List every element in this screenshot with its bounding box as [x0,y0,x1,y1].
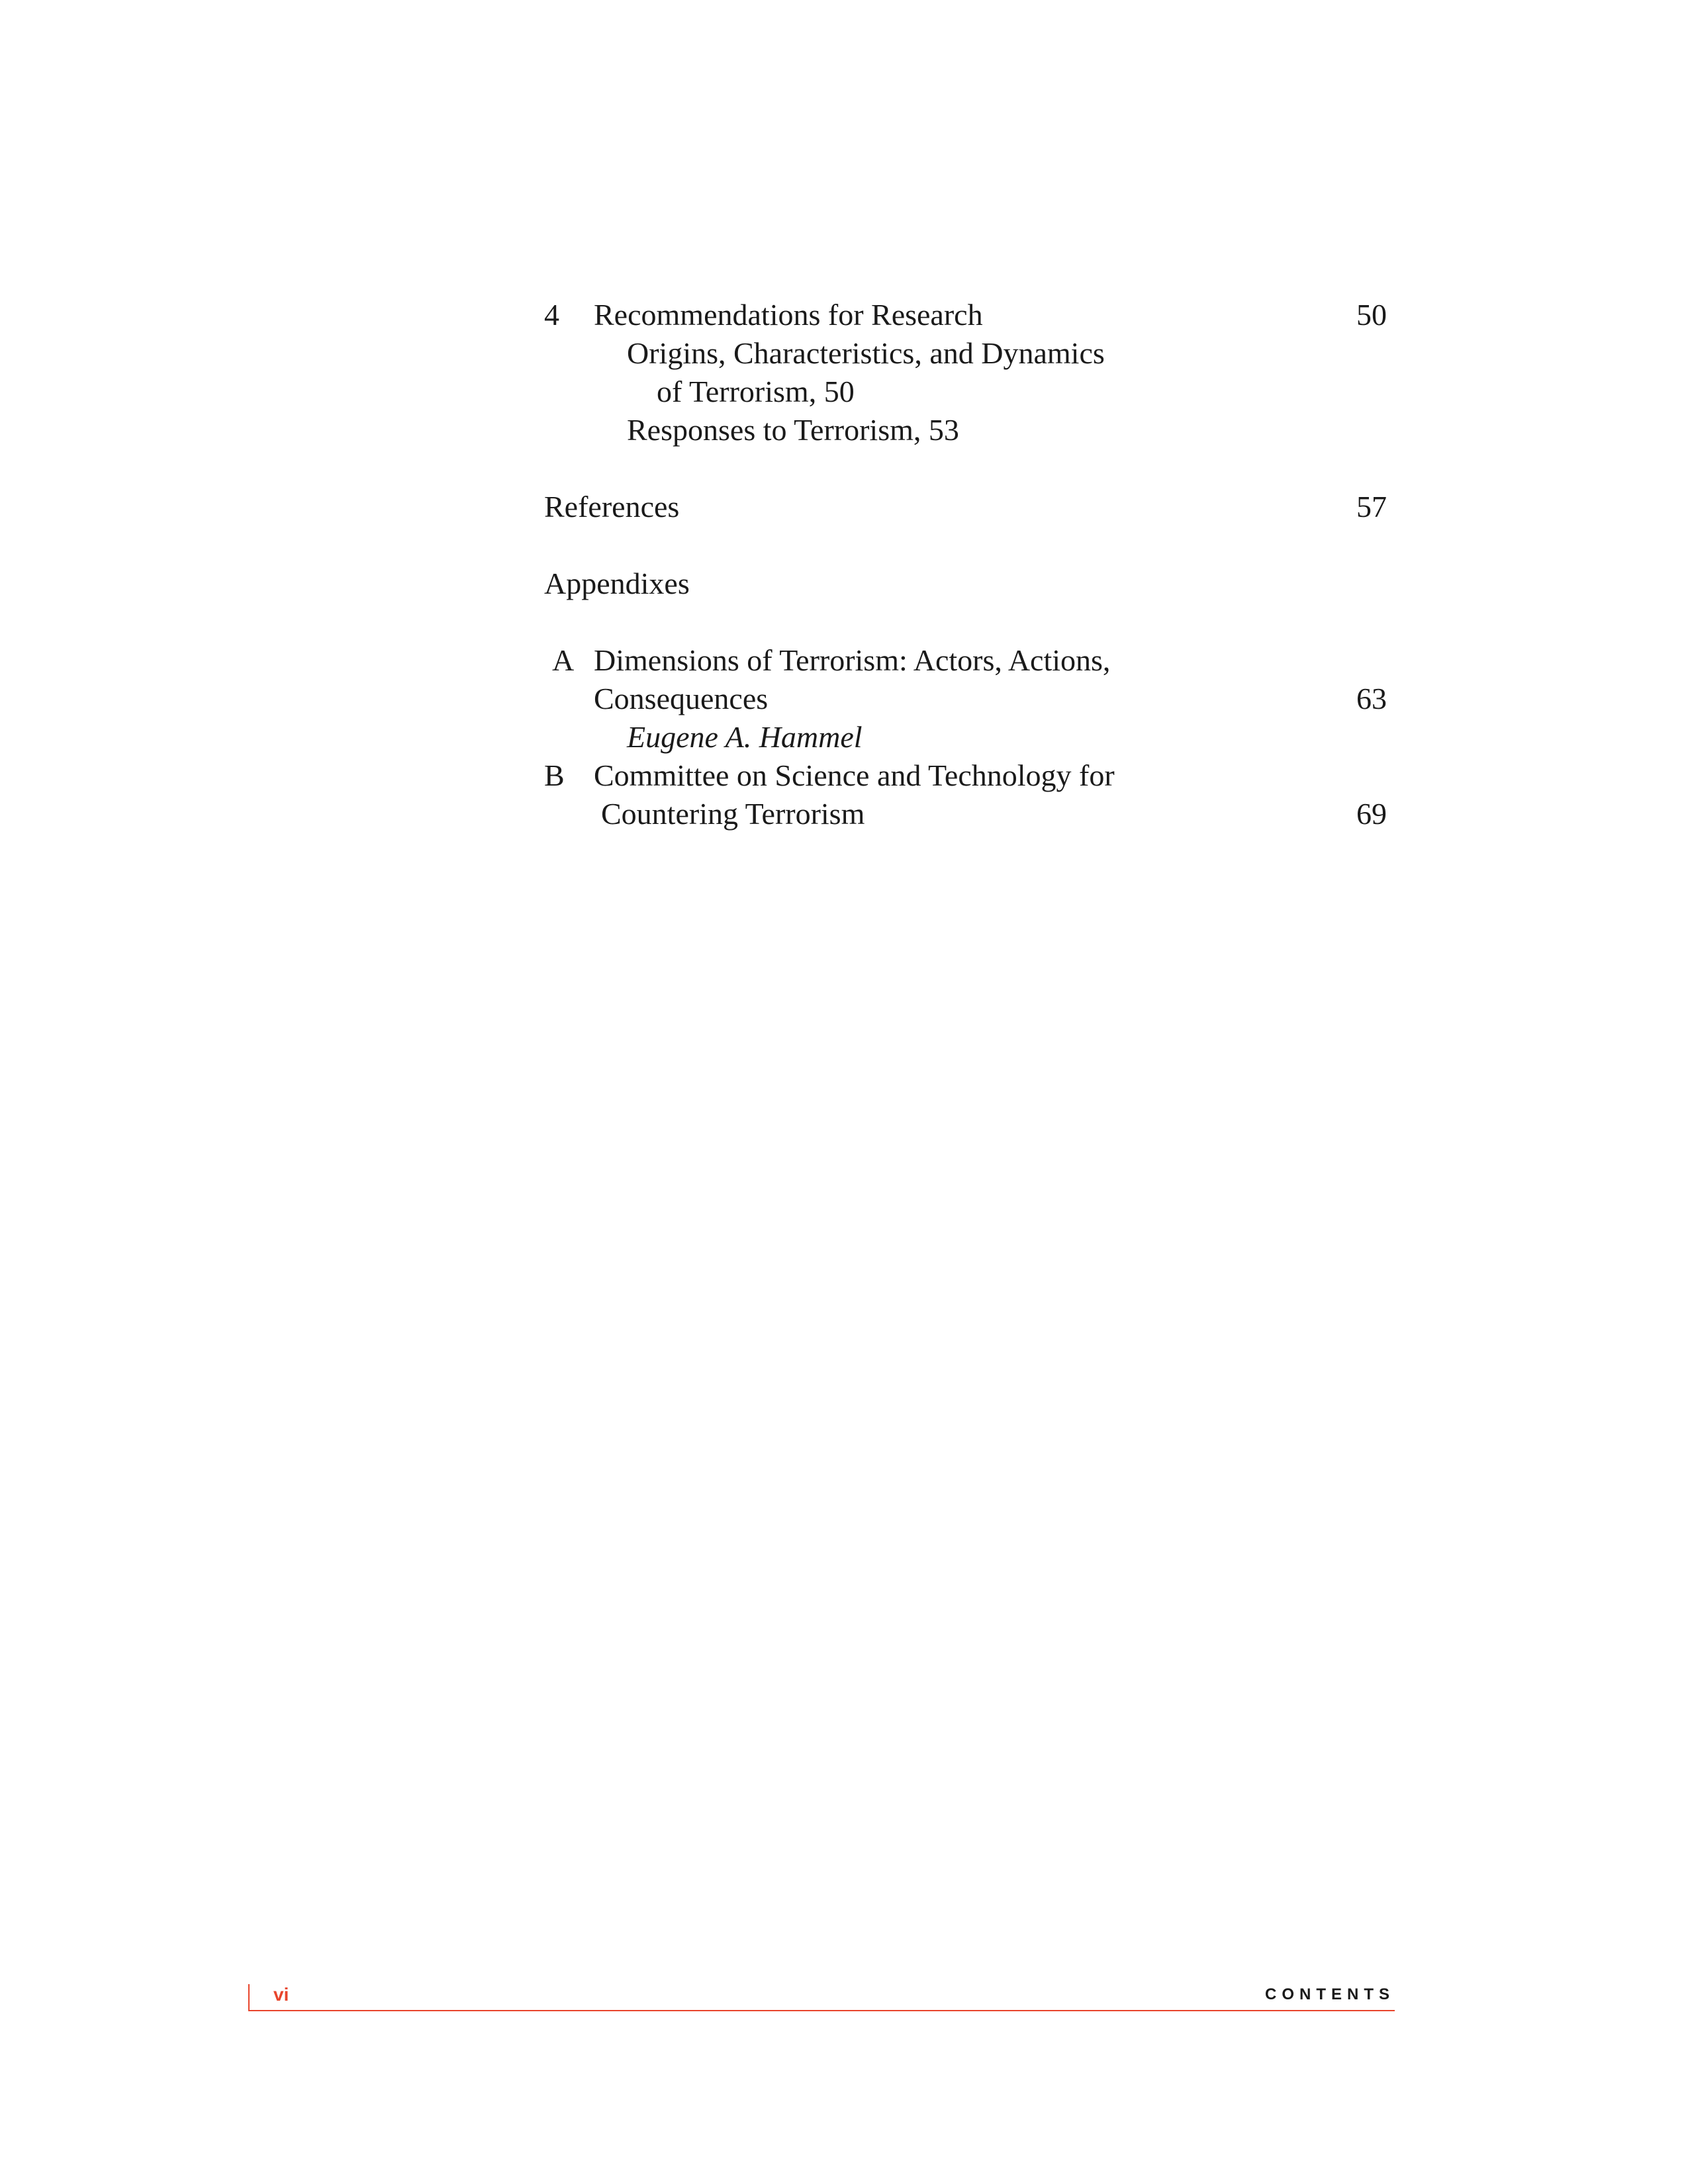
section-entry-origins-line1[interactable]: Origins, Characteristics, and Dynamics [627,336,1105,370]
section-entry-responses[interactable]: Responses to Terrorism, 53 [627,413,959,447]
appendix-b-page-number: 69 [1356,797,1387,831]
references-page-number: 57 [1356,490,1387,523]
appendix-b-title-line2[interactable]: Countering Terrorism [601,797,865,831]
appendix-b-title-line1[interactable]: Committee on Science and Technology for [594,758,1115,792]
running-footer-section: CONTENTS [1265,1985,1395,2003]
references-title[interactable]: References [544,490,680,523]
page-folio: vi [273,1984,289,2005]
chapter-number: 4 [544,298,559,332]
appendix-a-title-line2[interactable]: Consequences [594,682,769,715]
chapter-title[interactable]: Recommendations for Research [594,298,983,332]
footer-tick-mark [248,1984,250,2011]
section-entry-origins-line2[interactable]: of Terrorism, 50 [657,375,855,408]
appendixes-heading: Appendixes [544,567,690,600]
appendix-a-title-line1[interactable]: Dimensions of Terrorism: Actors, Actions, [594,643,1111,677]
appendix-a-author: Eugene A. Hammel [627,720,863,754]
chapter-page-number: 50 [1356,298,1387,332]
appendix-b-letter: B [544,758,565,792]
appendix-a-page-number: 63 [1356,682,1387,715]
footer-rule [248,2010,1395,2011]
appendix-a-letter: A [552,643,575,677]
